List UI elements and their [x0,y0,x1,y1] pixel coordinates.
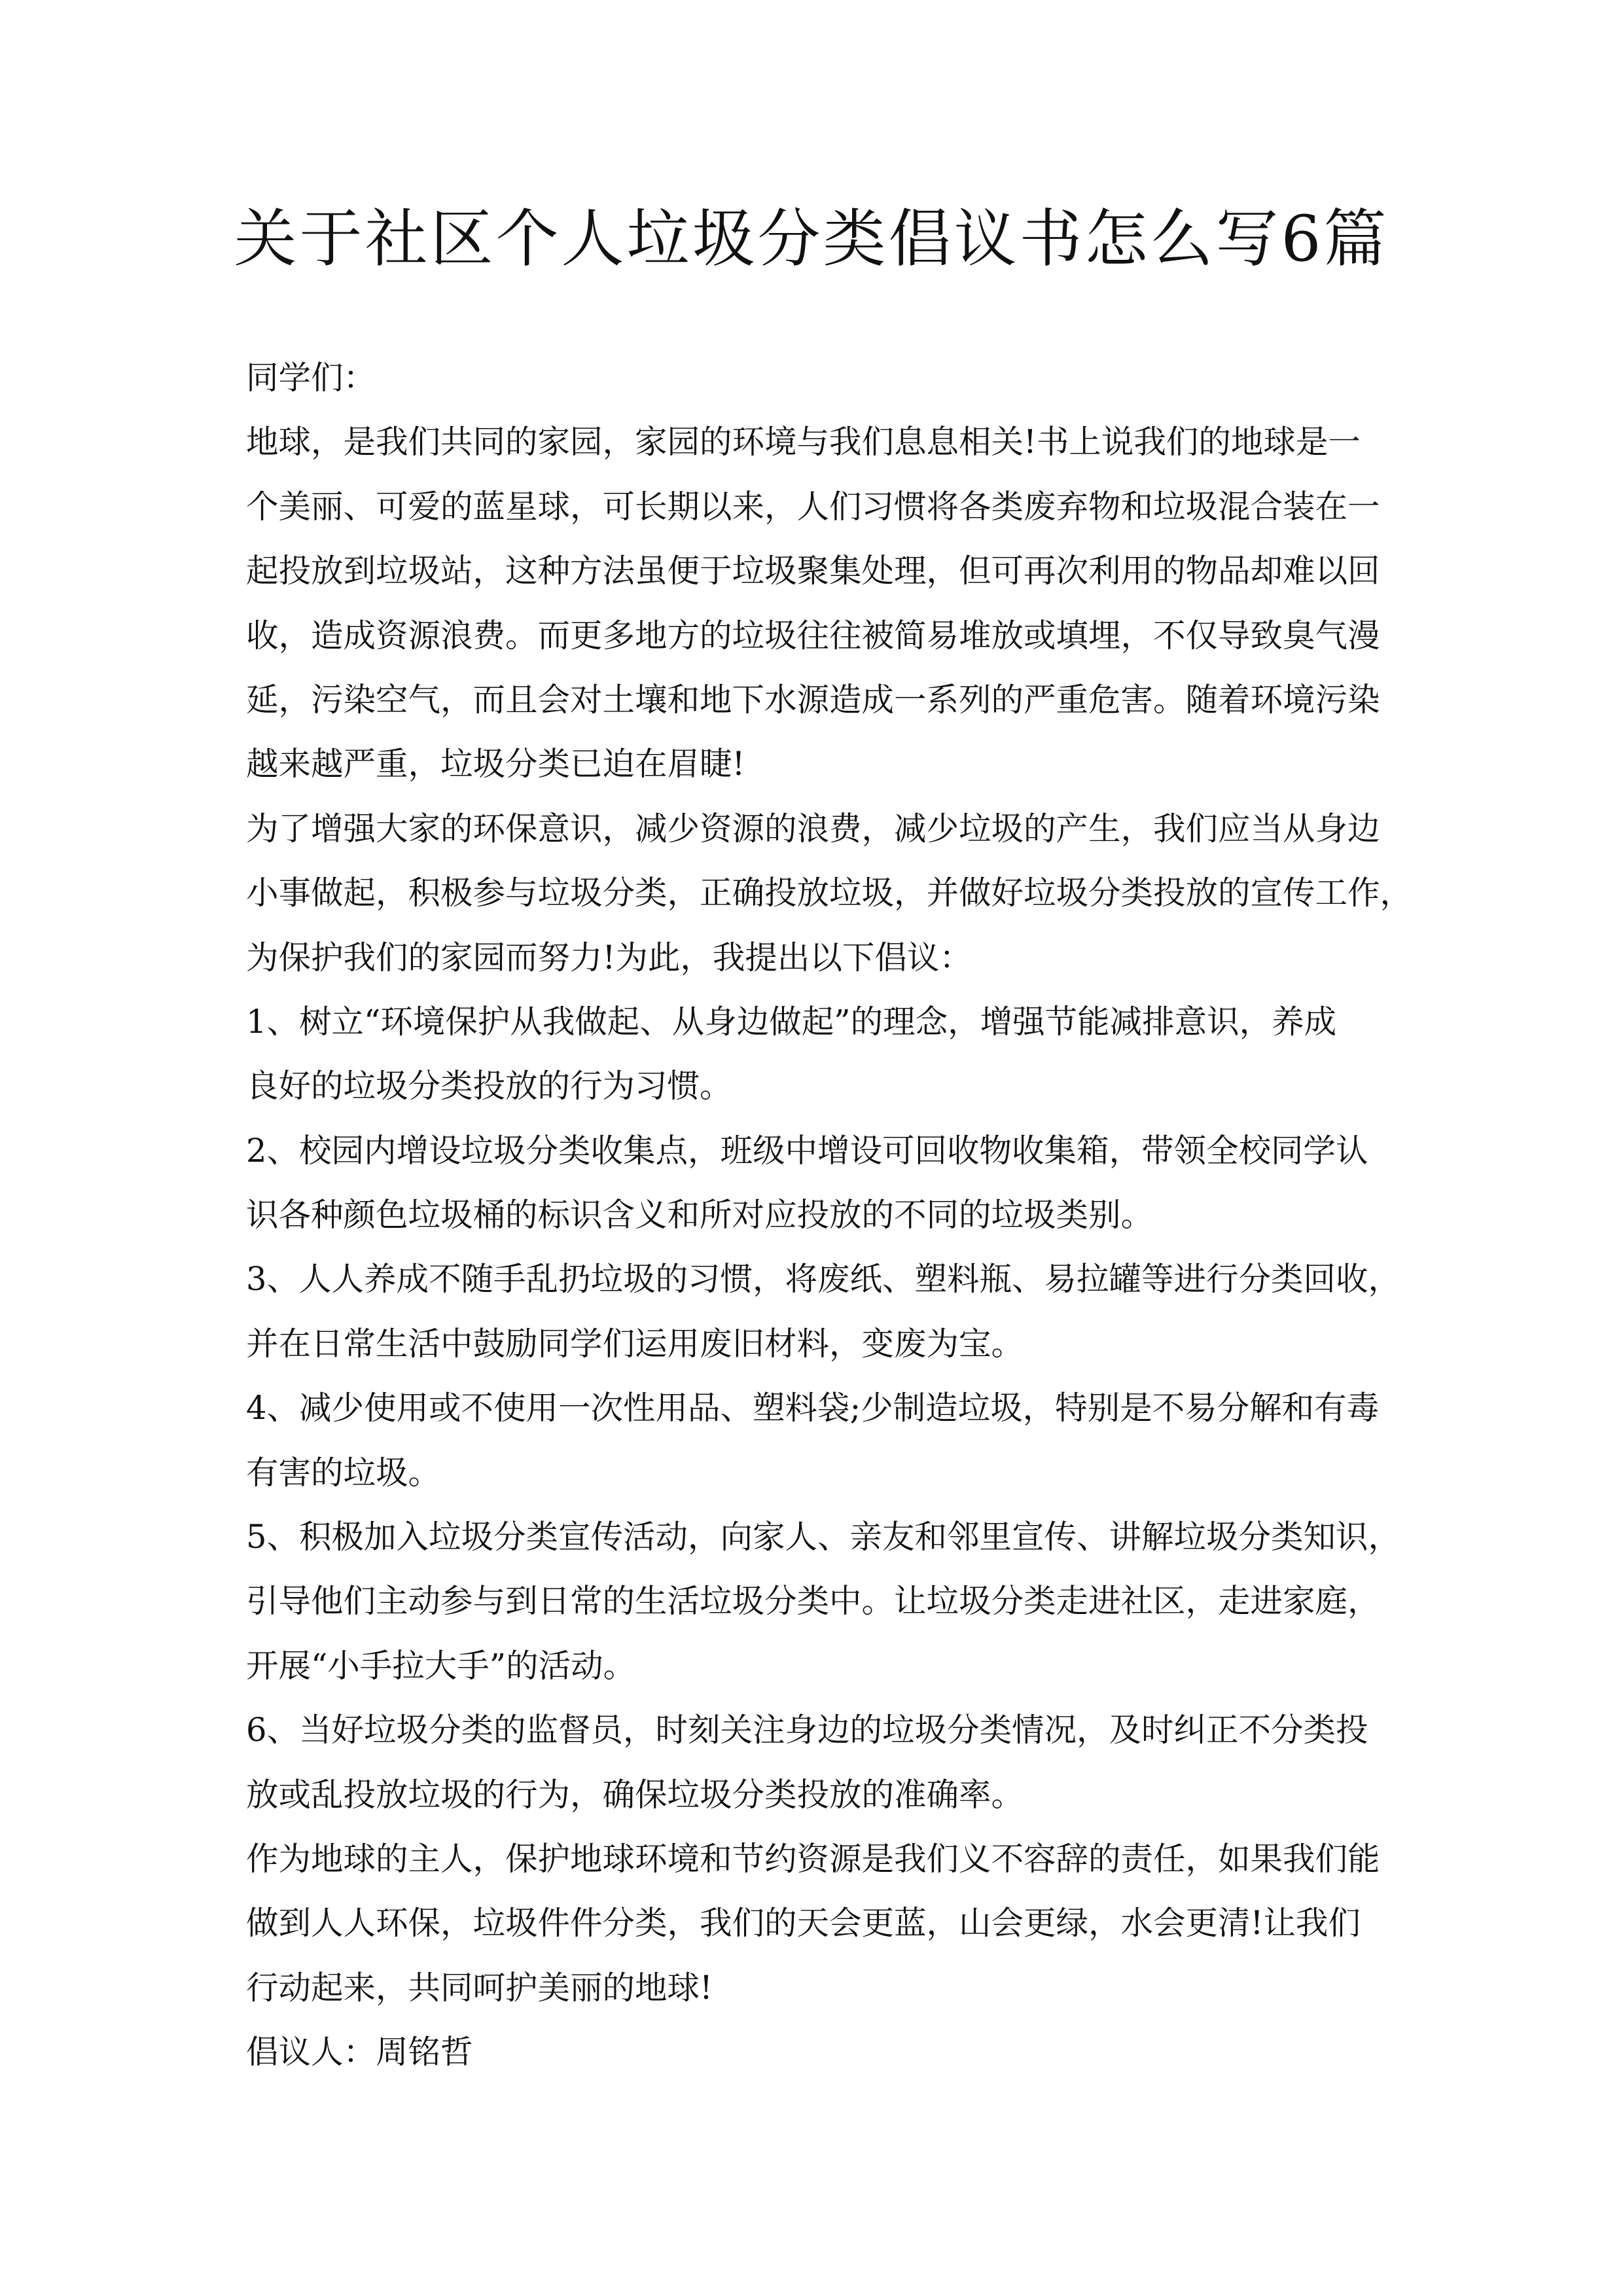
text-line: 3、人人养成不随手乱扔垃圾的习惯，将废纸、塑料瓶、易拉罐等进行分类回收， [246,1260,1400,1299]
text-line: 为了增强大家的环保意识，减少资源的浪费，减少垃圾的产生，我们应当从身边 [246,809,1380,848]
text-line: 识各种颜色垃圾桶的标识含义和所对应投放的不同的垃圾类别。 [246,1196,1153,1234]
text-line: 6、当好垃圾分类的监督员，时刻关注身边的垃圾分类情况，及时纠正不分类投 [246,1711,1368,1749]
text-line: 引导他们主动参与到日常的生活垃圾分类中。让垃圾分类走进社区，走进家庭， [246,1582,1380,1621]
text-line: 良好的垃圾分类投放的行为习惯。 [246,1067,732,1105]
text-line: 小事做起，积极参与垃圾分类，正确投放垃圾，并做好垃圾分类投放的宣传工作， [246,874,1412,912]
text-line: 2、校园内增设垃圾分类收集点，班级中增设可回收物收集箱，带领全校同学认 [246,1131,1368,1170]
text-line: 个美丽、可爱的蓝星球，可长期以来，人们习惯将各类废弃物和垃圾混合装在一 [246,487,1380,526]
text-line: 地球，是我们共同的家园，家园的环境与我们息息相关!书上说我们的地球是一 [246,423,1361,461]
text-line: 延，污染空气，而且会对土壤和地下水源造成一系列的严重危害。随着环境污染 [246,680,1380,719]
document-body [246,346,1412,2085]
salutation: 同学们： [246,359,376,397]
text-line: 5、积极加入垃圾分类宣传活动，向家人、亲友和邻里宣传、讲解垃圾分类知识， [246,1518,1400,1556]
text-line: 做到人人环保，垃圾件件分类，我们的天会更蓝，山会更绿，水会更清!让我们 [246,1904,1361,1943]
text-line: 有害的垃圾。 [246,1453,440,1492]
text-line: 放或乱投放垃圾的行为，确保垃圾分类投放的准确率。 [246,1775,1024,1814]
text-line: 并在日常生活中鼓励同学们运用废旧材料，变废为宝。 [246,1324,1024,1363]
text-line: 行动起来，共同呵护美丽的地球! [246,1968,713,2007]
text-line: 开展“小手拉大手”的活动。 [246,1646,636,1685]
text-line: 作为地球的主人，保护地球环境和节约资源是我们义不容辞的责任，如果我们能 [246,1839,1380,1878]
text-line: 越来越严重，垃圾分类已迫在眉睫! [246,745,745,783]
text-line: 为保护我们的家园而努力!为此，我提出以下倡议： [246,938,972,977]
signature: 倡议人：周铭哲 [246,2033,473,2072]
text-line: 4、减少使用或不使用一次性用品、塑料袋;少制造垃圾，特别是不易分解和有毒 [246,1389,1380,1427]
document-title: 关于社区个人垃圾分类倡议书怎么写6篇 [234,202,1389,276]
text-line: 1、树立“环境保护从我做起、从身边做起”的理念，增强节能减排意识，养成 [246,1002,1337,1041]
text-line: 起投放到垃圾站，这种方法虽便于垃圾聚集处理，但可再次利用的物品却难以回 [246,552,1380,590]
text-line: 收，造成资源浪费。而更多地方的垃圾往往被简易堆放或填埋，不仅导致臭气漫 [246,616,1380,655]
